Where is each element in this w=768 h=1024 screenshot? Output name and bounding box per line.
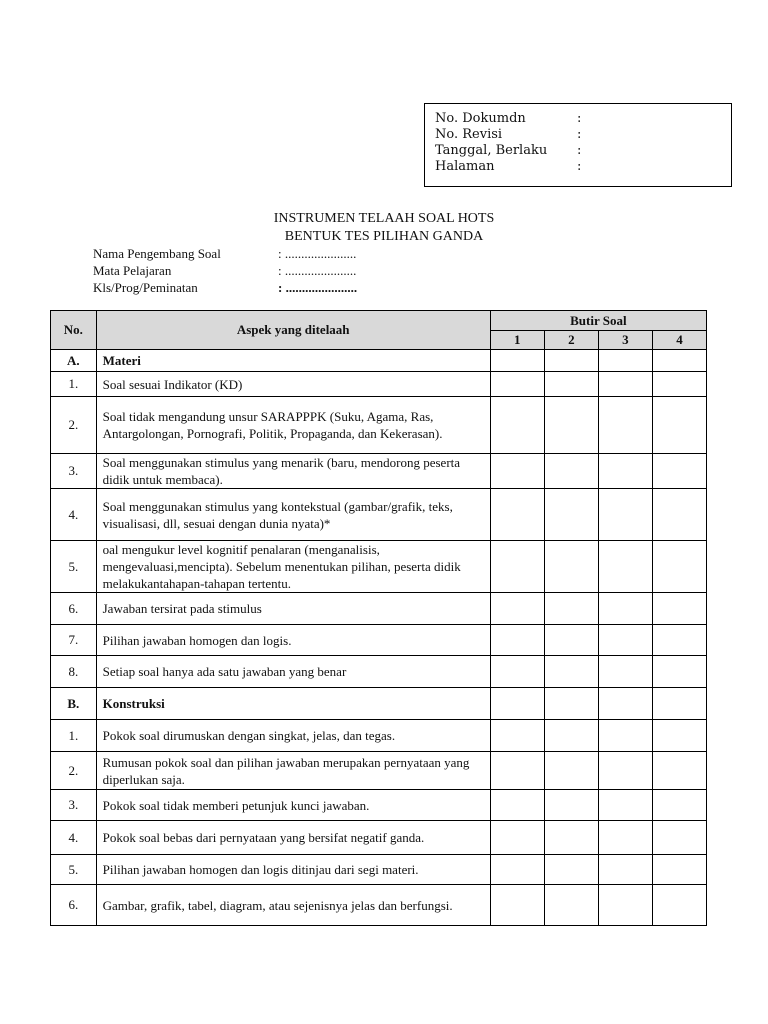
score-cell[interactable]: [652, 593, 706, 625]
table-row: [51, 656, 707, 688]
doc-date-row: Tanggal, Berlaku :: [435, 143, 582, 158]
score-cell[interactable]: [490, 593, 544, 625]
score-cell[interactable]: [652, 720, 706, 752]
score-cell[interactable]: [598, 625, 652, 656]
row-aspect: Gambar, grafik, tabel, diagram, atau sejenisnya jelas dan berfungsi.: [96, 885, 490, 926]
score-cell[interactable]: [598, 790, 652, 821]
table-row: [51, 885, 707, 926]
header-no: No.: [51, 311, 97, 350]
score-cell[interactable]: [544, 489, 598, 541]
score-cell[interactable]: [598, 372, 652, 397]
table-row: [51, 593, 707, 625]
score-cell[interactable]: [490, 752, 544, 790]
score-cell[interactable]: [598, 541, 652, 593]
meta-subject: Mata Pelajaran : ......................: [93, 263, 357, 278]
table-row: [51, 454, 707, 489]
score-cell[interactable]: [544, 885, 598, 926]
score-cell[interactable]: [490, 397, 544, 454]
row-no: 3.: [51, 790, 97, 821]
row-aspect: Pilihan jawaban homogen dan logis ditinjau dari segi materi.: [96, 855, 490, 885]
row-no: 8.: [51, 656, 97, 688]
score-cell[interactable]: [544, 593, 598, 625]
score-cell[interactable]: [490, 885, 544, 926]
score-cell[interactable]: [598, 885, 652, 926]
score-cell[interactable]: [490, 625, 544, 656]
score-cell[interactable]: [544, 541, 598, 593]
table-row: [51, 489, 707, 541]
row-aspect: Pokok soal tidak memberi petunjuk kunci jawaban.: [96, 790, 490, 821]
row-no: 5.: [51, 855, 97, 885]
score-cell[interactable]: [598, 720, 652, 752]
score-cell[interactable]: [490, 855, 544, 885]
score-cell[interactable]: [652, 372, 706, 397]
doc-revision-row: No. Revisi :: [435, 127, 582, 142]
document-subtitle: BENTUK TES PILIHAN GANDA: [284, 229, 484, 244]
row-no: 1.: [51, 372, 97, 397]
review-table: [50, 310, 707, 926]
score-cell[interactable]: [652, 688, 706, 720]
row-no: 5.: [51, 541, 97, 593]
row-aspect: Pokok soal dirumuskan dengan singkat, jelas, dan tegas.: [96, 720, 490, 752]
row-aspect: oal mengukur level kognitif penalaran (menganalisis, mengevaluasi,mencipta). Sebelum menentukan pilihan, peserta didik melakukantahapan-tahapan tertentu.: [96, 541, 490, 593]
score-cell[interactable]: [652, 790, 706, 821]
score-cell[interactable]: [544, 625, 598, 656]
score-cell[interactable]: [598, 350, 652, 372]
score-cell[interactable]: [652, 625, 706, 656]
header-item-3: 3: [598, 331, 652, 350]
row-aspect: Jawaban tersirat pada stimulus: [96, 593, 490, 625]
score-cell[interactable]: [652, 855, 706, 885]
score-cell[interactable]: [652, 885, 706, 926]
table-row: [51, 541, 707, 593]
score-cell[interactable]: [544, 350, 598, 372]
score-cell[interactable]: [490, 790, 544, 821]
score-cell[interactable]: [490, 720, 544, 752]
table-row: [51, 720, 707, 752]
row-aspect: Pilihan jawaban homogen dan logis.: [96, 625, 490, 656]
table-row: [51, 372, 707, 397]
table-row: [51, 855, 707, 885]
score-cell[interactable]: [544, 821, 598, 855]
score-cell[interactable]: [652, 397, 706, 454]
score-cell[interactable]: [490, 489, 544, 541]
document-info-box: [424, 103, 732, 187]
header-butir-soal: Butir Soal: [490, 311, 706, 331]
row-no: 4.: [51, 489, 97, 541]
score-cell[interactable]: [544, 656, 598, 688]
score-cell[interactable]: [652, 541, 706, 593]
score-cell[interactable]: [598, 688, 652, 720]
row-aspect: Soal menggunakan stimulus yang menarik (baru, mendorong peserta didik untuk membaca).: [96, 454, 490, 489]
section-title: Konstruksi: [96, 688, 490, 720]
score-cell[interactable]: [598, 821, 652, 855]
score-cell[interactable]: [544, 372, 598, 397]
score-cell[interactable]: [598, 397, 652, 454]
score-cell[interactable]: [490, 350, 544, 372]
table-row: [51, 625, 707, 656]
score-cell[interactable]: [652, 752, 706, 790]
score-cell[interactable]: [490, 688, 544, 720]
score-cell[interactable]: [544, 720, 598, 752]
section-no: B.: [51, 688, 97, 720]
score-cell[interactable]: [598, 489, 652, 541]
score-cell[interactable]: [544, 688, 598, 720]
meta-developer-name: Nama Pengembang Soal : ......................: [93, 246, 357, 261]
score-cell[interactable]: [490, 372, 544, 397]
table-header-row: [51, 311, 707, 331]
row-no: 2.: [51, 752, 97, 790]
row-no: 6.: [51, 885, 97, 926]
score-cell[interactable]: [544, 855, 598, 885]
score-cell[interactable]: [544, 454, 598, 489]
score-cell[interactable]: [490, 541, 544, 593]
score-cell[interactable]: [598, 855, 652, 885]
table-row: [51, 790, 707, 821]
row-no: 1.: [51, 720, 97, 752]
section-no: A.: [51, 350, 97, 372]
doc-number-row: No. Dokumdn :: [435, 111, 582, 126]
score-cell[interactable]: [490, 454, 544, 489]
score-cell[interactable]: [598, 752, 652, 790]
row-no: 6.: [51, 593, 97, 625]
row-aspect: Soal menggunakan stimulus yang kontekstual (gambar/grafik, teks, visualisasi, dll, sesuai dengan dunia nyata)*: [96, 489, 490, 541]
row-aspect: Setiap soal hanya ada satu jawaban yang benar: [96, 656, 490, 688]
row-aspect: Soal sesuai Indikator (KD): [96, 372, 490, 397]
row-aspect: Rumusan pokok soal dan pilihan jawaban merupakan pernyataan yang diperlukan saja.: [96, 752, 490, 790]
score-cell[interactable]: [652, 821, 706, 855]
table-row: [51, 752, 707, 790]
meta-class-program: Kls/Prog/Peminatan : ......................: [93, 280, 358, 295]
score-cell[interactable]: [652, 454, 706, 489]
table-row: [51, 397, 707, 454]
score-cell[interactable]: [652, 656, 706, 688]
row-no: 7.: [51, 625, 97, 656]
score-cell[interactable]: [490, 821, 544, 855]
row-no: 3.: [51, 454, 97, 489]
header-aspect: Aspek yang ditelaah: [96, 311, 490, 350]
table-row: [51, 821, 707, 855]
header-item-4: 4: [652, 331, 706, 350]
score-cell[interactable]: [490, 656, 544, 688]
score-cell[interactable]: [598, 656, 652, 688]
score-cell[interactable]: [598, 454, 652, 489]
section-row-materi: [51, 350, 707, 372]
section-title: Materi: [96, 350, 490, 372]
document-title: INSTRUMEN TELAAH SOAL HOTS: [273, 211, 495, 226]
row-no: 4.: [51, 821, 97, 855]
score-cell[interactable]: [544, 752, 598, 790]
score-cell[interactable]: [652, 489, 706, 541]
doc-page-row: Halaman :: [435, 159, 582, 174]
row-aspect: Soal tidak mengandung unsur SARAPPPK (Suku, Agama, Ras, Antargolongan, Pornografi, Politik, Propaganda, dan Kekerasan).: [96, 397, 490, 454]
score-cell[interactable]: [652, 350, 706, 372]
section-row-konstruksi: [51, 688, 707, 720]
score-cell[interactable]: [598, 593, 652, 625]
row-aspect: Pokok soal bebas dari pernyataan yang bersifat negatif ganda.: [96, 821, 490, 855]
header-item-1: 1: [490, 331, 544, 350]
score-cell[interactable]: [544, 790, 598, 821]
header-item-2: 2: [544, 331, 598, 350]
score-cell[interactable]: [544, 397, 598, 454]
row-no: 2.: [51, 397, 97, 454]
